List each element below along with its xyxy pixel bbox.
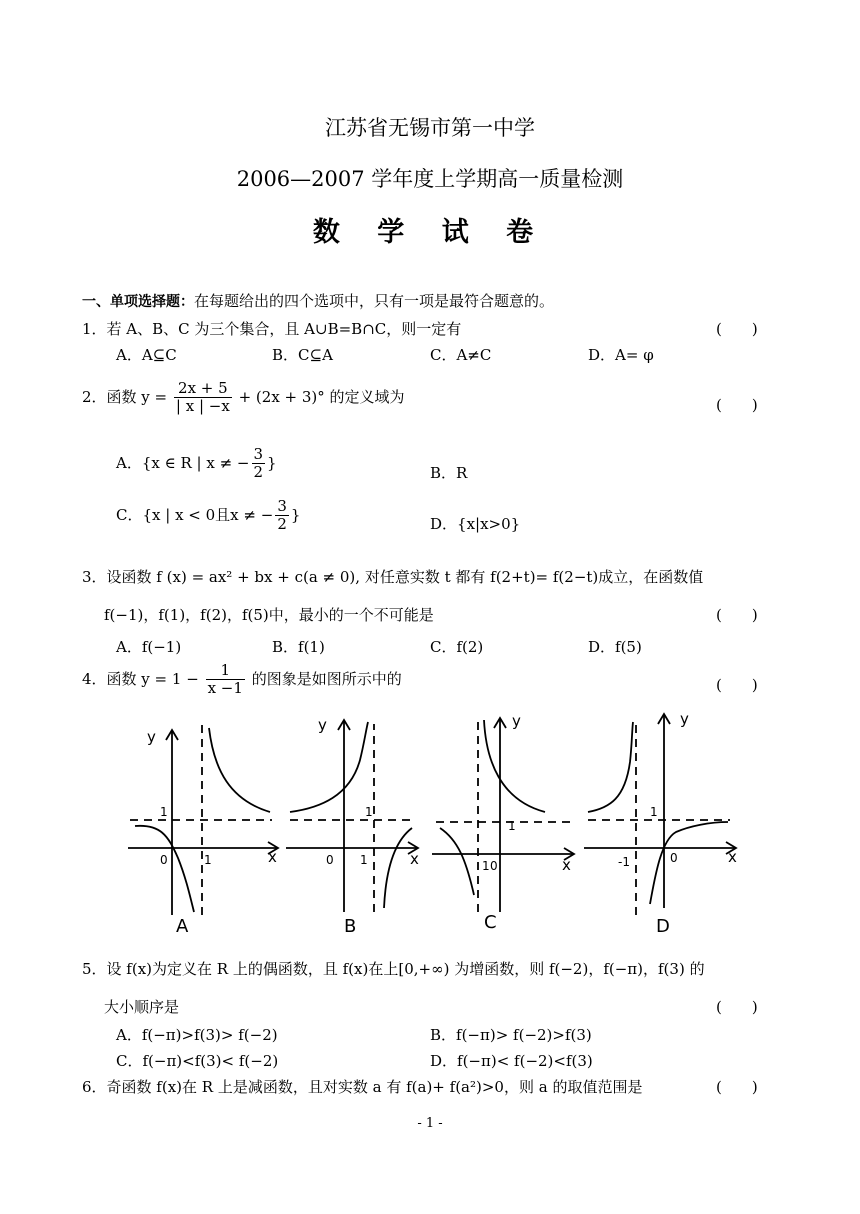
q2-option-a-post: } (267, 453, 277, 472)
graph-d-origin: 0 (670, 851, 678, 865)
q5-option-d: D．f(−π)< f(−2)<f(3) (430, 1052, 593, 1070)
section-instruction: 在每题给出的四个选项中，只有一项是最符合题意的。 (194, 292, 555, 310)
q1-option-b: B．C⊆A (272, 346, 333, 364)
q4-graphs (0, 700, 860, 940)
page-number: - 1 - (417, 1116, 443, 1131)
q1-option-c: C．A≠C (430, 346, 492, 364)
q5-option-a: A．f(−π)>f(3)> f(−2) (116, 1026, 278, 1044)
graph-d-label: D (656, 916, 670, 937)
graph-b-one-label: 1 (365, 805, 373, 819)
q4-fraction (206, 662, 245, 698)
q2-fraction (174, 380, 232, 416)
q1-answer-paren: ( ) (716, 320, 758, 338)
q6-answer-paren: ( ) (716, 1078, 758, 1096)
q1-option-d: D．A= φ (588, 346, 654, 364)
section-heading (82, 290, 554, 311)
q1-stem: 1．若 A、B、C 为三个集合，且 A∪B=B∩C，则一定有 (82, 320, 462, 338)
q3-answer-paren: ( ) (716, 606, 758, 624)
q5-option-b: B．f(−π)> f(−2)>f(3) (430, 1026, 592, 1044)
q4-answer-paren: ( ) (716, 676, 758, 694)
graph-c-y-label: y (512, 712, 521, 730)
graph-a-one-x: 1 (204, 853, 212, 867)
q3-stem-line2: f(−1)，f(1)，f(2)，f(5)中，最小的一个不可能是 (104, 606, 434, 624)
q2-option-c-den: 2 (277, 515, 287, 534)
q5-answer-paren: ( ) (716, 998, 758, 1016)
q4-denominator: x −1 (207, 679, 243, 698)
q2-option-a-fraction (252, 446, 266, 482)
q4-numerator: 1 (206, 662, 245, 680)
q2-option-b: B．R (430, 464, 468, 482)
q2-option-a-num: 3 (253, 445, 264, 463)
section-label: 一、单项选择题： (82, 294, 194, 310)
q3-option-c: C．f(2) (430, 638, 484, 656)
subject-title: 数 学 试 卷 (312, 217, 548, 248)
q2-stem-pre: 2．函数 y = (82, 387, 168, 406)
graph-c-one-label: 1 (508, 819, 516, 833)
q2-option-a (116, 446, 277, 482)
graph-b-label: B (344, 916, 357, 937)
q2-option-d: D．{x|x>0} (430, 515, 521, 533)
q2-option-c-pre: C．{x | x < 0且x ≠ − (116, 505, 274, 524)
q2-option-c-fraction (275, 498, 289, 534)
graph-a-x-label: x (268, 848, 277, 866)
graph-a (128, 722, 278, 937)
graph-d (584, 710, 737, 937)
q2-stem (82, 380, 405, 416)
q4-stem-pre: 4．函数 y = 1 − (82, 669, 199, 688)
q2-denominator: | x | −x (175, 397, 230, 416)
graph-b-x-label: x (410, 850, 419, 868)
school-title: 江苏省无锡市第一中学 (325, 116, 535, 140)
q5-stem-line1: 5．设 f(x)为定义在 R 上的偶函数，且 f(x)在上[0,+∞) 为增函数，则 f(−2)，f(−π)，f(3) 的 (82, 960, 705, 978)
q4-stem (82, 662, 402, 698)
graph-c-one-x: 1 (482, 859, 490, 873)
q2-option-a-pre: A．{x ∈ R | x ≠ − (116, 453, 250, 472)
q4-stem-post: 的图象是如图所示中的 (251, 669, 402, 688)
q2-stem-post: + (2x + 3)° 的定义域为 (238, 387, 405, 406)
q2-answer-paren: ( ) (716, 396, 758, 414)
graph-b-y-label: y (318, 716, 327, 734)
q2-option-c-num: 3 (277, 497, 287, 515)
graph-d-one-label: 1 (650, 805, 658, 819)
q5-stem-line2: 大小顺序是 (104, 998, 180, 1016)
q6-stem: 6．奇函数 f(x)在 R 上是减函数，且对实数 a 有 f(a)+ f(a²)>0，则 a 的取值范围是 (82, 1078, 643, 1096)
q2-option-a-den: 2 (253, 463, 264, 482)
q2-option-c-post: } (290, 505, 301, 524)
q5-option-c: C．f(−π)<f(3)< f(−2) (116, 1052, 279, 1070)
graph-b-origin: 0 (326, 853, 334, 867)
graph-b (286, 716, 419, 937)
q1-option-a: A．A⊆C (116, 346, 177, 364)
graph-b-one-x: 1 (360, 853, 368, 867)
graph-d-x-label: x (728, 848, 737, 866)
q3-option-b: B．f(1) (272, 638, 325, 656)
term-title: 2006—2007 学年度上学期高一质量检测 (236, 167, 624, 191)
graph-c-label: C (484, 912, 497, 933)
graph-c-origin: 0 (490, 859, 498, 873)
graph-c-x-label: x (562, 856, 571, 874)
graph-a-one-label: 1 (160, 805, 168, 819)
graph-c (432, 712, 574, 933)
q2-numerator: 2x + 5 (174, 380, 232, 398)
graph-a-origin: 0 (160, 853, 168, 867)
graph-a-y-label: y (147, 728, 156, 746)
q3-stem-line1: 3．设函数 f (x) = ax² + bx + c(a ≠ 0), 对任意实数 t 都有 f(2+t)= f(2−t)成立，在函数值 (82, 568, 704, 586)
q3-option-a: A．f(−1) (116, 638, 182, 656)
q3-option-d: D．f(5) (588, 638, 642, 656)
graph-d-y-label: y (680, 710, 689, 728)
graph-d-one-x: -1 (618, 855, 630, 869)
graph-a-label: A (176, 916, 189, 937)
q2-option-c (116, 498, 300, 534)
